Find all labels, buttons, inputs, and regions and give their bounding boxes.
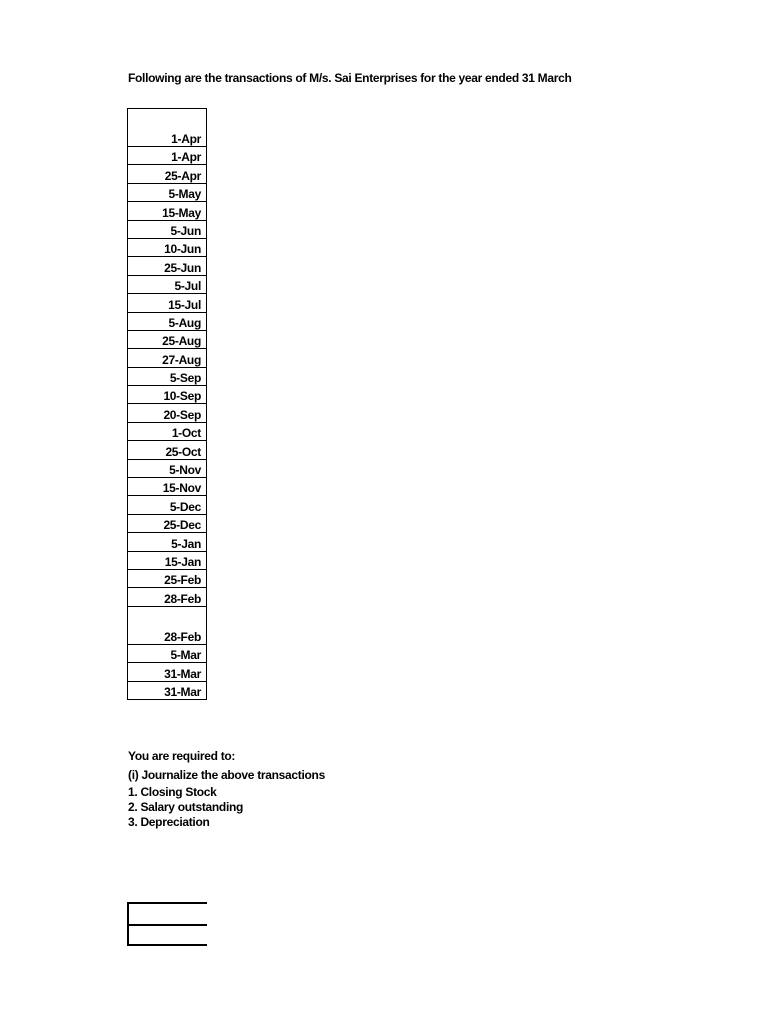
- table-row: [128, 165, 207, 183]
- table-row: [128, 663, 207, 681]
- table-row: [128, 275, 207, 293]
- date-cell: 25-Feb: [128, 569, 207, 587]
- table-row: [128, 183, 207, 201]
- table-row: [128, 312, 207, 330]
- date-cell: 31-Mar: [128, 663, 207, 681]
- table-row: [128, 644, 207, 662]
- table-row: [128, 496, 207, 514]
- date-cell: 25-Jun: [128, 257, 207, 275]
- date-cell: 1-Oct: [128, 422, 207, 440]
- date-cell: 31-Mar: [128, 681, 207, 699]
- adjustment-item-3: 3. Depreciation: [128, 815, 210, 829]
- date-cell: 5-Aug: [128, 312, 207, 330]
- adjustment-item-2: 2. Salary outstanding: [128, 800, 244, 814]
- date-cell: 25-Aug: [128, 330, 207, 348]
- date-cell: 15-Jul: [128, 294, 207, 312]
- table-row: [128, 478, 207, 496]
- transaction-date-table: [127, 108, 207, 700]
- date-cell: 5-Nov: [128, 459, 207, 477]
- date-cell: 15-Jan: [128, 551, 207, 569]
- table-row: [128, 367, 207, 385]
- date-cell: 5-Jun: [128, 220, 207, 238]
- table-row: [128, 514, 207, 532]
- date-cell: 5-Mar: [128, 644, 207, 662]
- table-row: [128, 551, 207, 569]
- table-row: [128, 386, 207, 404]
- table-row: [128, 257, 207, 275]
- box-row: [129, 904, 207, 924]
- table-row: [128, 606, 207, 644]
- table-row: [128, 349, 207, 367]
- date-cell: 28-Feb: [128, 606, 207, 644]
- date-cell: 1-Apr: [128, 109, 207, 147]
- table-row: [128, 109, 207, 147]
- visible-column-region: [127, 0, 572, 1024]
- table-row: [128, 330, 207, 348]
- table-row: [128, 238, 207, 256]
- date-cell: 25-Oct: [128, 441, 207, 459]
- table-row: [128, 422, 207, 440]
- date-cell: 28-Feb: [128, 588, 207, 606]
- table-row: [128, 569, 207, 587]
- table-row: [128, 441, 207, 459]
- date-cell: 27-Aug: [128, 349, 207, 367]
- date-cell: 5-Jul: [128, 275, 207, 293]
- table-row: [128, 681, 207, 699]
- date-cell: 5-Sep: [128, 367, 207, 385]
- date-cell: 25-Apr: [128, 165, 207, 183]
- required-line: You are required to:: [128, 749, 236, 763]
- date-cell: 25-Dec: [128, 514, 207, 532]
- table-row: [128, 202, 207, 220]
- date-cell: 1-Apr: [128, 147, 207, 165]
- journalize-line: (i) Journalize the above transactions: [128, 768, 325, 782]
- table-row: [128, 459, 207, 477]
- date-cell: 10-Jun: [128, 238, 207, 256]
- empty-bordered-box: [127, 902, 207, 946]
- table-row: [128, 533, 207, 551]
- date-cell: 15-May: [128, 202, 207, 220]
- date-cell: 5-Dec: [128, 496, 207, 514]
- date-cell: 5-May: [128, 183, 207, 201]
- table-row: [128, 294, 207, 312]
- table-row: [128, 404, 207, 422]
- date-cell: 10-Sep: [128, 386, 207, 404]
- instructions-block: [128, 748, 325, 830]
- adjustment-item-1: 1. Closing Stock: [128, 785, 217, 799]
- table-row: [128, 147, 207, 165]
- question-heading: Following are the transactions of M/s. Sai Enterprises for the year ended 31 March: [128, 71, 572, 85]
- date-cell: 5-Jan: [128, 533, 207, 551]
- box-row: [129, 924, 207, 944]
- date-cell: 20-Sep: [128, 404, 207, 422]
- table-row: [128, 588, 207, 606]
- table-row: [128, 220, 207, 238]
- date-cell: 15-Nov: [128, 478, 207, 496]
